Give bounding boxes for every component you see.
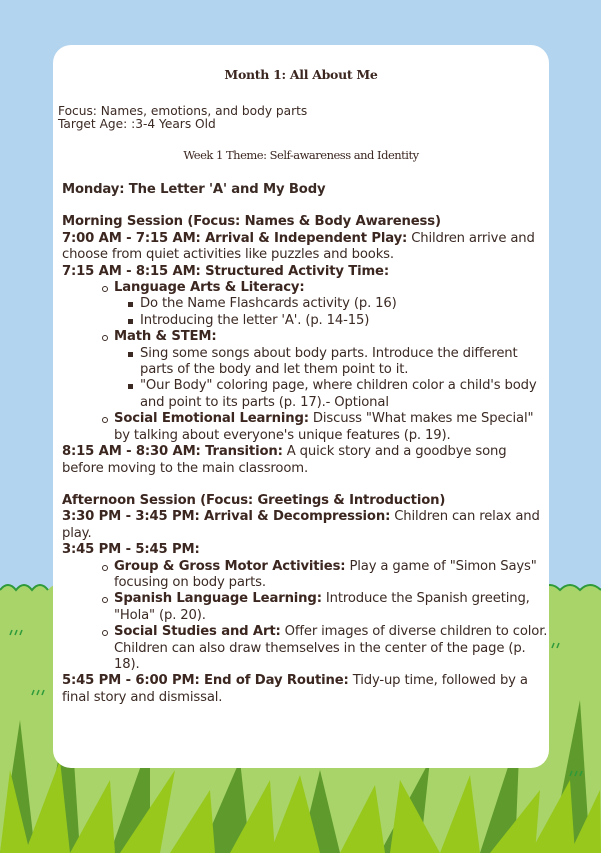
schedule-content <box>62 182 548 706</box>
afternoon-activities-list <box>62 559 548 674</box>
afternoon-item-block: 3:45 PM - 5:45 PM: <box>62 542 200 558</box>
morning-item-arrival: 7:00 AM - 7:15 AM: Arrival & Independent Play: Children arrive and choose from quiet activities like puzzles and books. <box>62 230 535 263</box>
document-title: Month 1: All About Me <box>224 67 378 82</box>
afternoon-item-arrival: 3:30 PM - 3:45 PM: Arrival & Decompression: Children can relax and play. <box>62 509 540 541</box>
lesson-plan-card <box>53 45 549 768</box>
activity-social-emotional: Social Emotional Learning: Discuss "What makes me Special" by talking about everyone's unique features (p. 19). <box>114 411 548 444</box>
morning-item-transition: 8:15 AM - 8:30 AM: Transition: A quick story and a goodbye song before moving to the main classroom. <box>62 444 507 476</box>
afternoon-session-heading: Afternoon Session (Focus: Greetings & Introduction) <box>62 492 446 508</box>
activity-gross-motor: Group & Gross Motor Activities: Play a game of "Simon Says" focusing on body parts. <box>114 559 548 592</box>
morning-session-heading: Morning Session (Focus: Names & Body Awareness) <box>62 214 441 230</box>
list-item: Sing some songs about body parts. Introduce the different parts of the body and let them point to it. <box>140 346 548 379</box>
afternoon-item-end: 5:45 PM - 6:00 PM: End of Day Routine: Tidy-up time, followed by a final story and dismissal. <box>62 673 528 705</box>
target-age-text: Target Age: :3-4 Years Old <box>58 117 216 131</box>
morning-activities-list <box>62 280 548 444</box>
focus-text: Focus: Names, emotions, and body parts <box>58 104 308 118</box>
day-heading: Monday: The Letter 'A' and My Body <box>62 182 326 197</box>
activity-math-stem: Math & STEM: Sing some songs about body parts. Introduce the different parts of the body and let them point to it. "Our Body" coloring page, where children color a child's body and point to its parts (p. 17).- Optional <box>114 329 548 411</box>
activity-spanish: Spanish Language Learning: Introduce the Spanish greeting, "Hola" (p. 20). <box>114 591 548 624</box>
week-theme-heading: Week 1 Theme: Self-awareness and Identity <box>183 148 419 162</box>
activity-language-arts: Language Arts & Literacy: Do the Name Flashcards activity (p. 16) Introducing the letter 'A'. (p. 14-15) <box>114 280 548 329</box>
morning-item-structured: 7:15 AM - 8:15 AM: Structured Activity Time: <box>62 263 389 279</box>
document-meta <box>58 105 307 131</box>
list-item: Introducing the letter 'A'. (p. 14-15) <box>140 313 548 329</box>
list-item: "Our Body" coloring page, where children color a child's body and point to its parts (p. 17).- Optional <box>140 378 548 411</box>
activity-social-studies-art: Social Studies and Art: Offer images of diverse children to color. Children can also draw themselves in the center of the page (p. 18). <box>114 624 548 672</box>
list-item: Do the Name Flashcards activity (p. 16) <box>140 296 548 312</box>
